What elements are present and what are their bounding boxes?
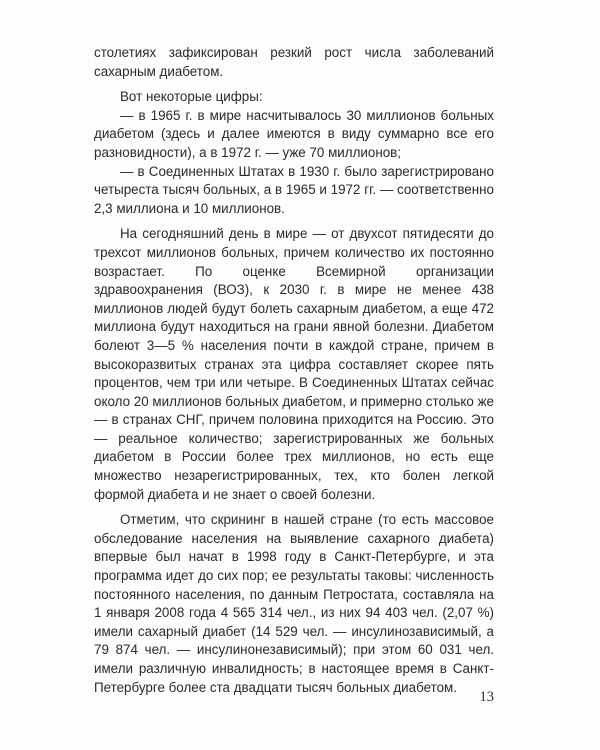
- paragraph-1: столетиях зафиксирован резкий рост числа заболеваний сахарным диабетом.: [94, 45, 494, 79]
- body-text: [94, 44, 494, 697]
- paragraph-2: Вот некоторые цифры:: [120, 89, 263, 105]
- paragraph-4-list-item: — в Соединенных Штатах в 1930 г. было зарегистрировано четыреста тысяч больных, а в 1965 и 1972 гг. — соответственно 2,3 миллиона и 10 миллионов.: [94, 163, 494, 216]
- page-number: 13: [479, 689, 494, 705]
- paragraph-5: На сегодняшний день в мире — от двухсот пятидесяти до трехсот миллионов больных, причем количество их постоянно возрастает. По оценке Всемирной организации здравоохранения (ВОЗ), к 2030 г. в мире не менее 438 миллионов людей будут болеть сахарным диабетом, а еще 472 миллиона будут находиться на грани явной болезни. Диабетом болеют 3—5 % населения почти в каждой стране, причем в высокоразвитых странах эта цифра составляет скорее пять процентов, чем три или четыре. В Соединенных Штатах сейчас около 20 миллионов больных диабетом, и примерно столько же — в странах СНГ, причем половина приходится на Россию. Это — реальное количество; зарегистрированных же больных диабетом в России более трех миллионов, но есть еще множество незарегистрированных, тех, кто болен легкой формой диабета и не знает о своей болезни.: [94, 226, 494, 502]
- paragraph-6: Отметим, что скрининг в нашей стране (то есть массовое обследование населения на выявление сахарного диабета) впервые был начат в 1998 году в Санкт-Петербурге, и эта программа идет до сих пор; ее результаты таковы: численность постоянного населения, по данным Петростата, составляла на 1 января 2008 года 4 565 314 чел., из них 94 403 чел. (2,07 %) имели сахарный диабет (14 529 чел. — инсулинозависимый, а 79 874 чел. — инсулинонезависимый); при этом 60 031 чел. имели различную инвалидность; в настоящее время в Санкт-Петербурге более ста двадцати тысяч больных диабетом.: [94, 512, 494, 695]
- paragraph-3-list-item: — в 1965 г. в мире насчитывалось 30 миллионов больных диабетом (здесь и далее имеются в виду суммарно все его разновидности), а в 1972 г. — уже 70 миллионов;: [94, 107, 494, 160]
